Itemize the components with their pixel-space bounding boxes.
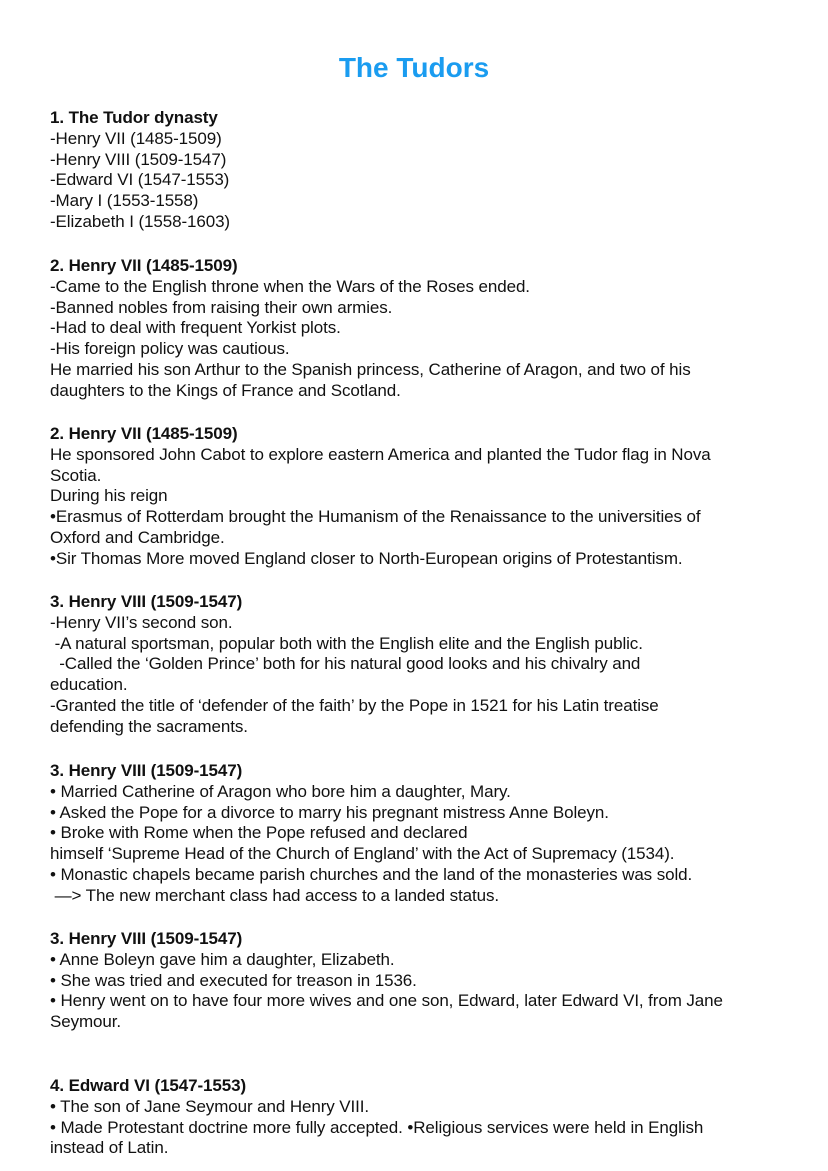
- text-line: During his reign: [50, 486, 168, 506]
- section-henry-viii-3: [50, 929, 790, 1033]
- text-line: defending the sacraments.: [50, 716, 248, 736]
- text-line: instead of Latin.: [50, 1138, 169, 1158]
- text-line: -Granted the title of ‘defender of the faith’ by the Pope in 1521 for his Latin treatise: [50, 695, 659, 715]
- section-henry-viii-2: [50, 761, 790, 907]
- text-line: • She was tried and executed for treason in 1536.: [50, 970, 417, 990]
- text-line: -Came to the English throne when the Wars of the Roses ended.: [50, 276, 530, 296]
- page-title: The Tudors: [338, 52, 490, 83]
- text-line: -Henry VII’s second son.: [50, 612, 233, 632]
- text-line: He married his son Arthur to the Spanish princess, Catherine of Aragon, and two of his: [50, 359, 691, 379]
- text-line: -A natural sportsman, popular both with the English elite and the English public.: [50, 633, 643, 653]
- section-heading: 4. Edward VI (1547-1553): [50, 1076, 247, 1095]
- section-henry-viii-1: [50, 592, 790, 738]
- list-item: -Henry VII (1485-1509): [50, 128, 222, 148]
- list-item: -Elizabeth I (1558-1603): [50, 211, 230, 231]
- text-line: education.: [50, 675, 128, 695]
- text-line: • Monastic chapels became parish churches and the land of the monasteries was sold.: [50, 864, 693, 884]
- text-line: -Had to deal with frequent Yorkist plots.: [50, 318, 341, 338]
- text-line: • Made Protestant doctrine more fully accepted. •Religious services were held in English: [50, 1117, 704, 1137]
- list-item: -Henry VIII (1509-1547): [50, 149, 227, 169]
- text-line: •Sir Thomas More moved England closer to North-European origins of Protestantism.: [50, 548, 683, 568]
- section-edward-vi: [50, 1076, 790, 1159]
- text-line: Oxford and Cambridge.: [50, 527, 225, 547]
- text-line: • Married Catherine of Aragon who bore him a daughter, Mary.: [50, 781, 511, 801]
- text-line: • Broke with Rome when the Pope refused and declared: [50, 823, 468, 843]
- section-heading: 3. Henry VIII (1509-1547): [50, 592, 243, 611]
- text-line: -Called the ‘Golden Prince’ both for his natural good looks and his chivalry and: [50, 654, 641, 674]
- section-heading: 3. Henry VIII (1509-1547): [50, 929, 243, 948]
- text-line: —> The new merchant class had access to a landed status.: [50, 885, 499, 905]
- text-line: -His foreign policy was cautious.: [50, 339, 290, 359]
- text-line: Scotia.: [50, 465, 102, 485]
- text-line: He sponsored John Cabot to explore eastern America and planted the Tudor flag in Nova: [50, 444, 711, 464]
- section-tudor-dynasty: [50, 108, 790, 233]
- section-heading: 3. Henry VIII (1509-1547): [50, 761, 243, 780]
- section-heading: 2. Henry VII (1485-1509): [50, 256, 238, 275]
- text-line: -Banned nobles from raising their own armies.: [50, 297, 393, 317]
- text-line: Seymour.: [50, 1012, 122, 1032]
- section-henry-vii-2: [50, 424, 790, 570]
- text-line: daughters to the Kings of France and Scotland.: [50, 380, 401, 400]
- text-line: • Henry went on to have four more wives and one son, Edward, later Edward VI, from Jane: [50, 991, 723, 1011]
- list-item: -Edward VI (1547-1553): [50, 170, 230, 190]
- text-line: himself ‘Supreme Head of the Church of England’ with the Act of Supremacy (1534).: [50, 844, 675, 864]
- text-line: • Asked the Pope for a divorce to marry his pregnant mistress Anne Boleyn.: [50, 802, 609, 822]
- text-line: •Erasmus of Rotterdam brought the Humanism of the Renaissance to the universities of: [50, 507, 701, 527]
- list-item: -Mary I (1553-1558): [50, 191, 199, 211]
- text-line: • The son of Jane Seymour and Henry VIII.: [50, 1096, 370, 1116]
- section-heading: 2. Henry VII (1485-1509): [50, 424, 238, 443]
- section-heading: 1. The Tudor dynasty: [50, 108, 218, 127]
- section-henry-vii-1: [50, 256, 790, 402]
- text-line: • Anne Boleyn gave him a daughter, Elizabeth.: [50, 949, 395, 969]
